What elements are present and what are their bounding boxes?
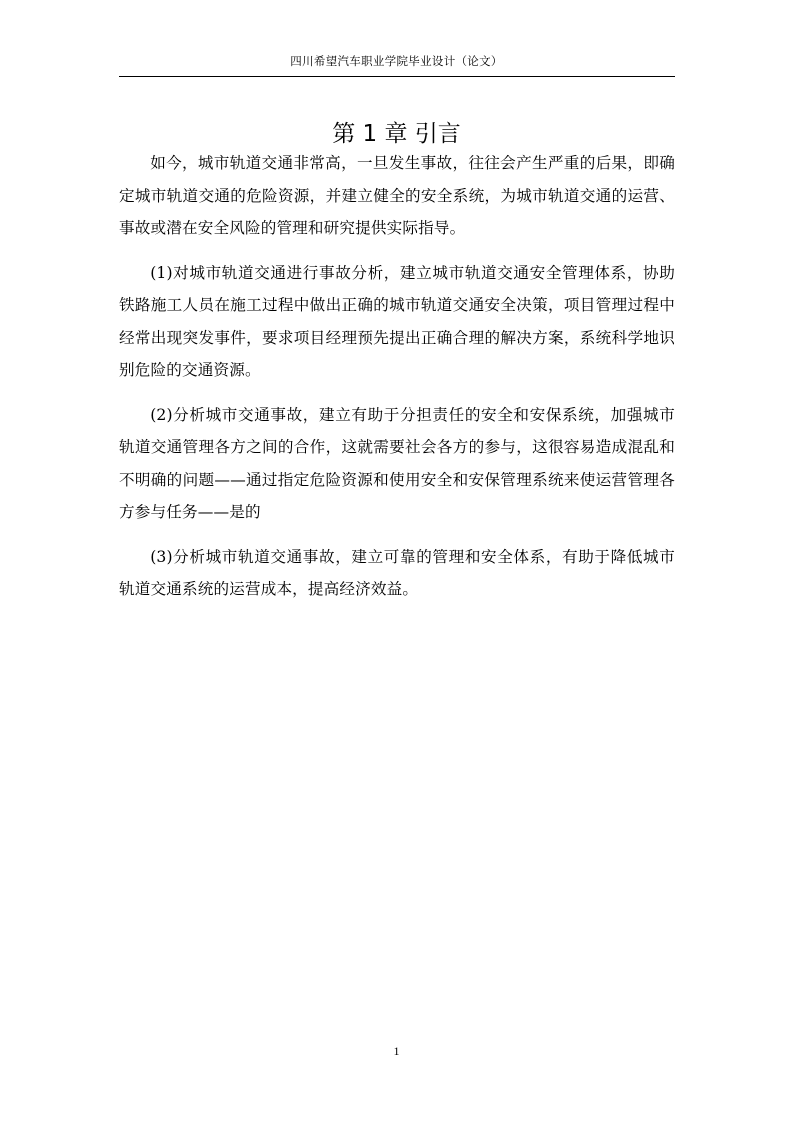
list-paragraph-2: (2)分析城市交通事故，建立有助于分担责任的安全和安保系统，加强城市轨道交通管理各方之间的合作，这就需要社会各方的参与，这很容易造成混乱和不明确的问题——通过指定危险资源和使用安全和安保管理系统来使运营管理各方参与任务——是的 [119, 405, 675, 521]
page-number: 1 [393, 1044, 400, 1058]
chapter-title: 第 1 章 引言 [332, 121, 461, 147]
intro-paragraph: 如今，城市轨道交通非常高，一旦发生事故，往往会产生严重的后果，即确定城市轨道交通的危险资源，并建立健全的安全系统，为城市轨道交通的运营、事故或潜在安全风险的管理和研究提供实际指导。 [119, 154, 675, 237]
list-paragraph-3: (3)分析城市轨道交通事故，建立可靠的管理和安全体系，有助于降低城市轨道交通系统的运营成本，提高经济效益。 [119, 547, 675, 598]
running-header: 四川希望汽车职业学院毕业设计（论文） [290, 54, 503, 68]
body-text [119, 147, 675, 618]
header-divider [119, 76, 675, 77]
list-paragraph-1: (1)对城市轨道交通进行事故分析，建立城市轨道交通安全管理体系，协助铁路施工人员在施工过程中做出正确的城市轨道交通安全决策，项目管理过程中经常出现突发事件，要求项目经理预先提出正确合理的解决方案，系统科学地识别危险的交通资源。 [119, 263, 675, 379]
